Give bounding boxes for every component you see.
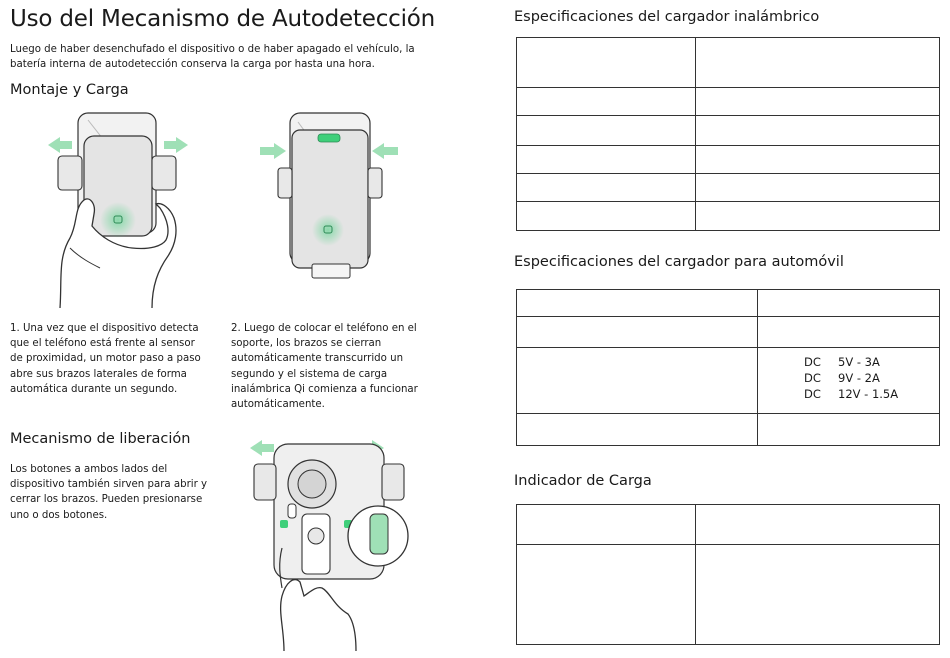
step-1-text: 1. Una vez que el dispositivo detecta que el teléfono está frente al sensor de proximidad, un motor paso a paso abre sus brazos laterales de forma automática durante un segundo. [10, 323, 201, 395]
car-spec-heading: Especificaciones del cargador para automóvil [514, 254, 844, 270]
table-cell [758, 290, 940, 317]
table-row [517, 317, 940, 348]
table-cell [517, 505, 696, 545]
table-cell [696, 88, 940, 116]
table-cell [696, 146, 940, 174]
table-cell [758, 414, 940, 446]
mount-heading: Montaje y Carga [10, 82, 129, 98]
table-cell [696, 174, 940, 202]
table-cell [517, 317, 758, 348]
table-cell [696, 545, 940, 645]
dc-value: 5V - 3A [838, 354, 880, 369]
illustration-arms-opening [40, 108, 210, 308]
wireless-spec-heading: Especificaciones del cargador inalámbrico [514, 9, 820, 25]
table-row [517, 545, 940, 645]
table-row [517, 174, 940, 202]
illustration-arms-closing [256, 108, 406, 283]
table-cell [696, 202, 940, 231]
table-cell [517, 174, 696, 202]
dc-label: DC [804, 370, 821, 385]
table-cell [517, 348, 758, 414]
table-cell [758, 317, 940, 348]
indicator-table [516, 504, 940, 645]
table-cell [517, 290, 758, 317]
release-heading: Mecanismo de liberación [10, 431, 191, 447]
table-row [517, 290, 940, 317]
table-cell [517, 116, 696, 146]
table-cell [517, 202, 696, 231]
wireless-spec-table [516, 37, 940, 231]
dc-value: 9V - 2A [838, 370, 880, 385]
table-row [517, 38, 940, 88]
table-row [517, 414, 940, 446]
table-cell [696, 505, 940, 545]
table-row [517, 202, 940, 231]
dc-label: DC [804, 354, 821, 369]
release-text: Los botones a ambos lados del dispositivo también sirven para abrir y cerrar los brazos. Pueden presionarse uno o dos botones. [10, 464, 208, 521]
page-title: Uso del Mecanismo de Autodetección [10, 6, 436, 32]
illustration-release-buttons [244, 436, 414, 651]
dc-output-list [758, 355, 939, 401]
table-cell [517, 88, 696, 116]
table-cell [517, 414, 758, 446]
indicator-heading: Indicador de Carga [514, 473, 652, 489]
step-2-text: 2. Luego de colocar el teléfono en el soporte, los brazos se cierran automáticamente transcurrido un segundo y el sistema de carga inalámbrica Qi comienza a funcionar automáticamente. [231, 323, 418, 411]
table-row [517, 88, 940, 116]
table-row [517, 116, 940, 146]
dc-value: 12V - 1.5A [838, 386, 899, 401]
intro-text: Luego de haber desenchufado el dispositivo o de haber apagado el vehículo, la batería interna de autodetección conserva la carga por hasta una hora. [10, 44, 415, 70]
table-row [517, 348, 940, 414]
car-spec-table [516, 289, 940, 446]
dc-label: DC [804, 386, 821, 401]
table-cell [696, 116, 940, 146]
table-row [517, 146, 940, 174]
table-cell [517, 38, 696, 88]
table-cell [517, 146, 696, 174]
table-cell [517, 545, 696, 645]
dc-output-cell [758, 348, 940, 414]
table-row [517, 505, 940, 545]
table-cell [696, 38, 940, 88]
